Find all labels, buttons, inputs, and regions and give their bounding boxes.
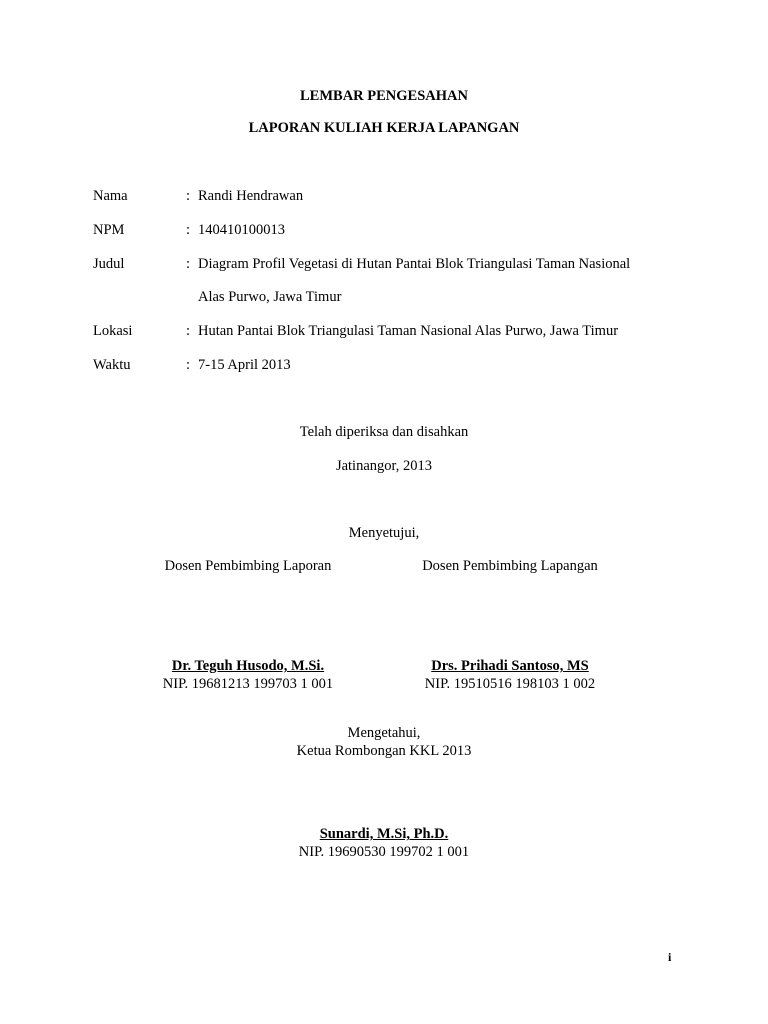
approval-heading: Menyetujui,: [348, 525, 420, 541]
document-subtitle: LAPORAN KULIAH KERJA LAPANGAN: [248, 120, 520, 136]
field-value-nama: Randi Hendrawan: [198, 188, 304, 204]
field-value-lokasi: Hutan Pantai Blok Triangulasi Taman Nasional Alas Purwo, Jawa Timur: [198, 323, 619, 339]
field-value-judul: Diagram Profil Vegetasi di Hutan Pantai Blok Triangulasi Taman Nasional: [198, 256, 631, 272]
field-label-lokasi: Lokasi: [93, 323, 133, 339]
chair-role: Ketua Rombongan KKL 2013: [296, 743, 472, 759]
acknowledge-heading: Mengetahui,: [347, 725, 421, 741]
place-date: Jatinangor, 2013: [335, 458, 433, 474]
signature-block-right: [408, 657, 612, 693]
supervisor-name: Dr. Teguh Husodo, M.Si.: [171, 658, 325, 674]
supervisor-role-right: [408, 557, 612, 575]
field-colon: :: [186, 357, 191, 373]
field-label-npm: NPM: [93, 222, 125, 238]
supervisor-nip: NIP. 19681213 199703 1 001: [162, 676, 334, 692]
checked-statement: Telah diperiksa dan disahkan: [299, 424, 469, 440]
chair-nip: NIP. 19690530 199702 1 001: [298, 844, 470, 860]
supervisor-role: Dosen Pembimbing Laporan: [164, 558, 332, 574]
field-value-waktu: 7-15 April 2013: [198, 357, 291, 373]
field-value-npm: 140410100013: [198, 222, 285, 238]
field-colon: :: [186, 323, 191, 339]
field-label-nama: Nama: [93, 188, 128, 204]
field-value-judul-continued: Alas Purwo, Jawa Timur: [198, 289, 342, 305]
field-colon: :: [186, 188, 191, 204]
supervisor-role: Dosen Pembimbing Lapangan: [422, 558, 598, 574]
acknowledgement-block: [0, 724, 768, 760]
chair-signature-block: [0, 825, 768, 861]
field-label-waktu: Waktu: [93, 357, 131, 373]
field-label-judul: Judul: [93, 256, 125, 272]
field-colon: :: [186, 256, 191, 272]
signature-block-left: [148, 657, 348, 693]
supervisor-nip: NIP. 19510516 198103 1 002: [424, 676, 596, 692]
supervisor-role-left: [148, 557, 348, 575]
supervisor-name: Drs. Prihadi Santoso, MS: [431, 658, 589, 674]
document-title: LEMBAR PENGESAHAN: [300, 88, 468, 104]
page-number: i: [668, 950, 672, 964]
field-colon: :: [186, 222, 191, 238]
chair-name: Sunardi, M.Si, Ph.D.: [319, 826, 449, 842]
